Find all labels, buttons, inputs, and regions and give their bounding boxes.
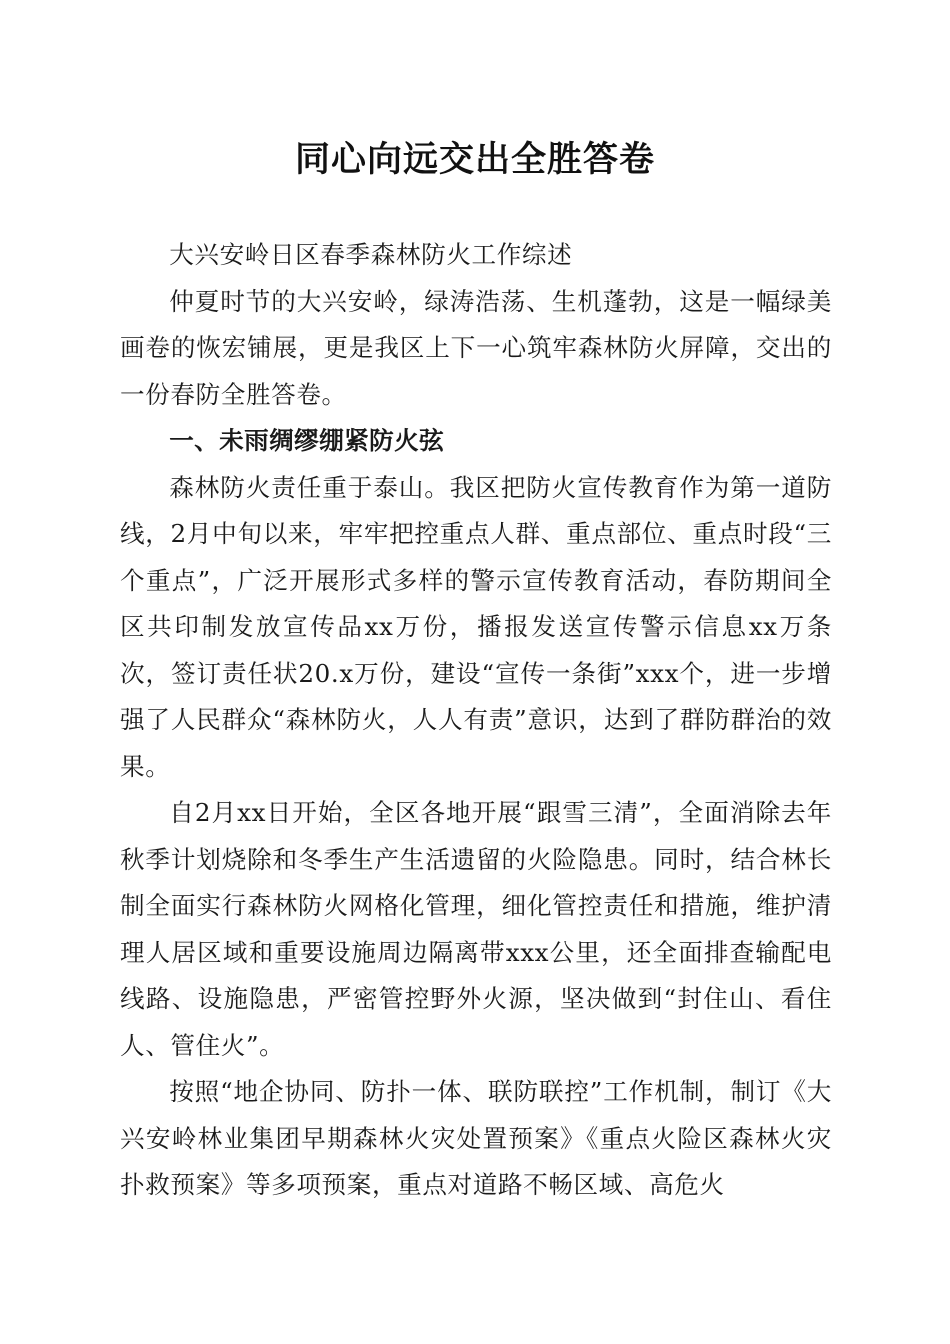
document-body [120, 232, 832, 1209]
section-heading: 一、未雨绸缪绷紧防火弦 [169, 426, 445, 455]
document-title: 同心向远交出全胜答卷 [294, 139, 655, 180]
intro-paragraph: 仲夏时节的大兴安岭，绿涛浩荡、生机蓬勃，这是一幅绿美画卷的恢宏铺展，更是我区上下一心筑牢森林防火屏障，交出的一份春防全胜答卷。 [120, 286, 832, 409]
body-paragraph: 按照“地企协同、防扑一体、联防联控”工作机制，制订《大兴安岭林业集团早期森林火灾处置预案》《重点火险区森林火灾扑救预案》等多项预案，重点对道路不畅区域、高危火 [120, 1077, 832, 1199]
body-paragraph: 自2月xx日开始，全区各地开展“跟雪三清”，全面消除去年秋季计划烧除和冬季生产生活遗留的火险隐患。同时，结合林长制全面实行森林防火网格化管理，细化管控责任和措施，维护清理人居区域和重要设施周边隔离带xxx公里，还全面排查输配电线路、设施隐患，严密管控野外火源，坚决做到“封住山、看住人、管住火”。 [120, 798, 832, 1060]
body-paragraph: 森林防火责任重于泰山。我区把防火宣传教育作为第一道防线，2月中旬以来，牢牢把控重点人群、重点部位、重点时段“三个重点”，广泛开展形式多样的警示宣传教育活动，春防期间全区共印制发放宣传品xx万份，播报发送宣传警示信息xx万条次，签订责任状20.x万份，建设“宣传一条街”xxx个，进一步增强了人民群众“森林防火，人人有责”意识，达到了群防群治的效果。 [120, 472, 832, 781]
document-subtitle: 大兴安岭日区春季森林防火工作综述 [169, 240, 573, 269]
